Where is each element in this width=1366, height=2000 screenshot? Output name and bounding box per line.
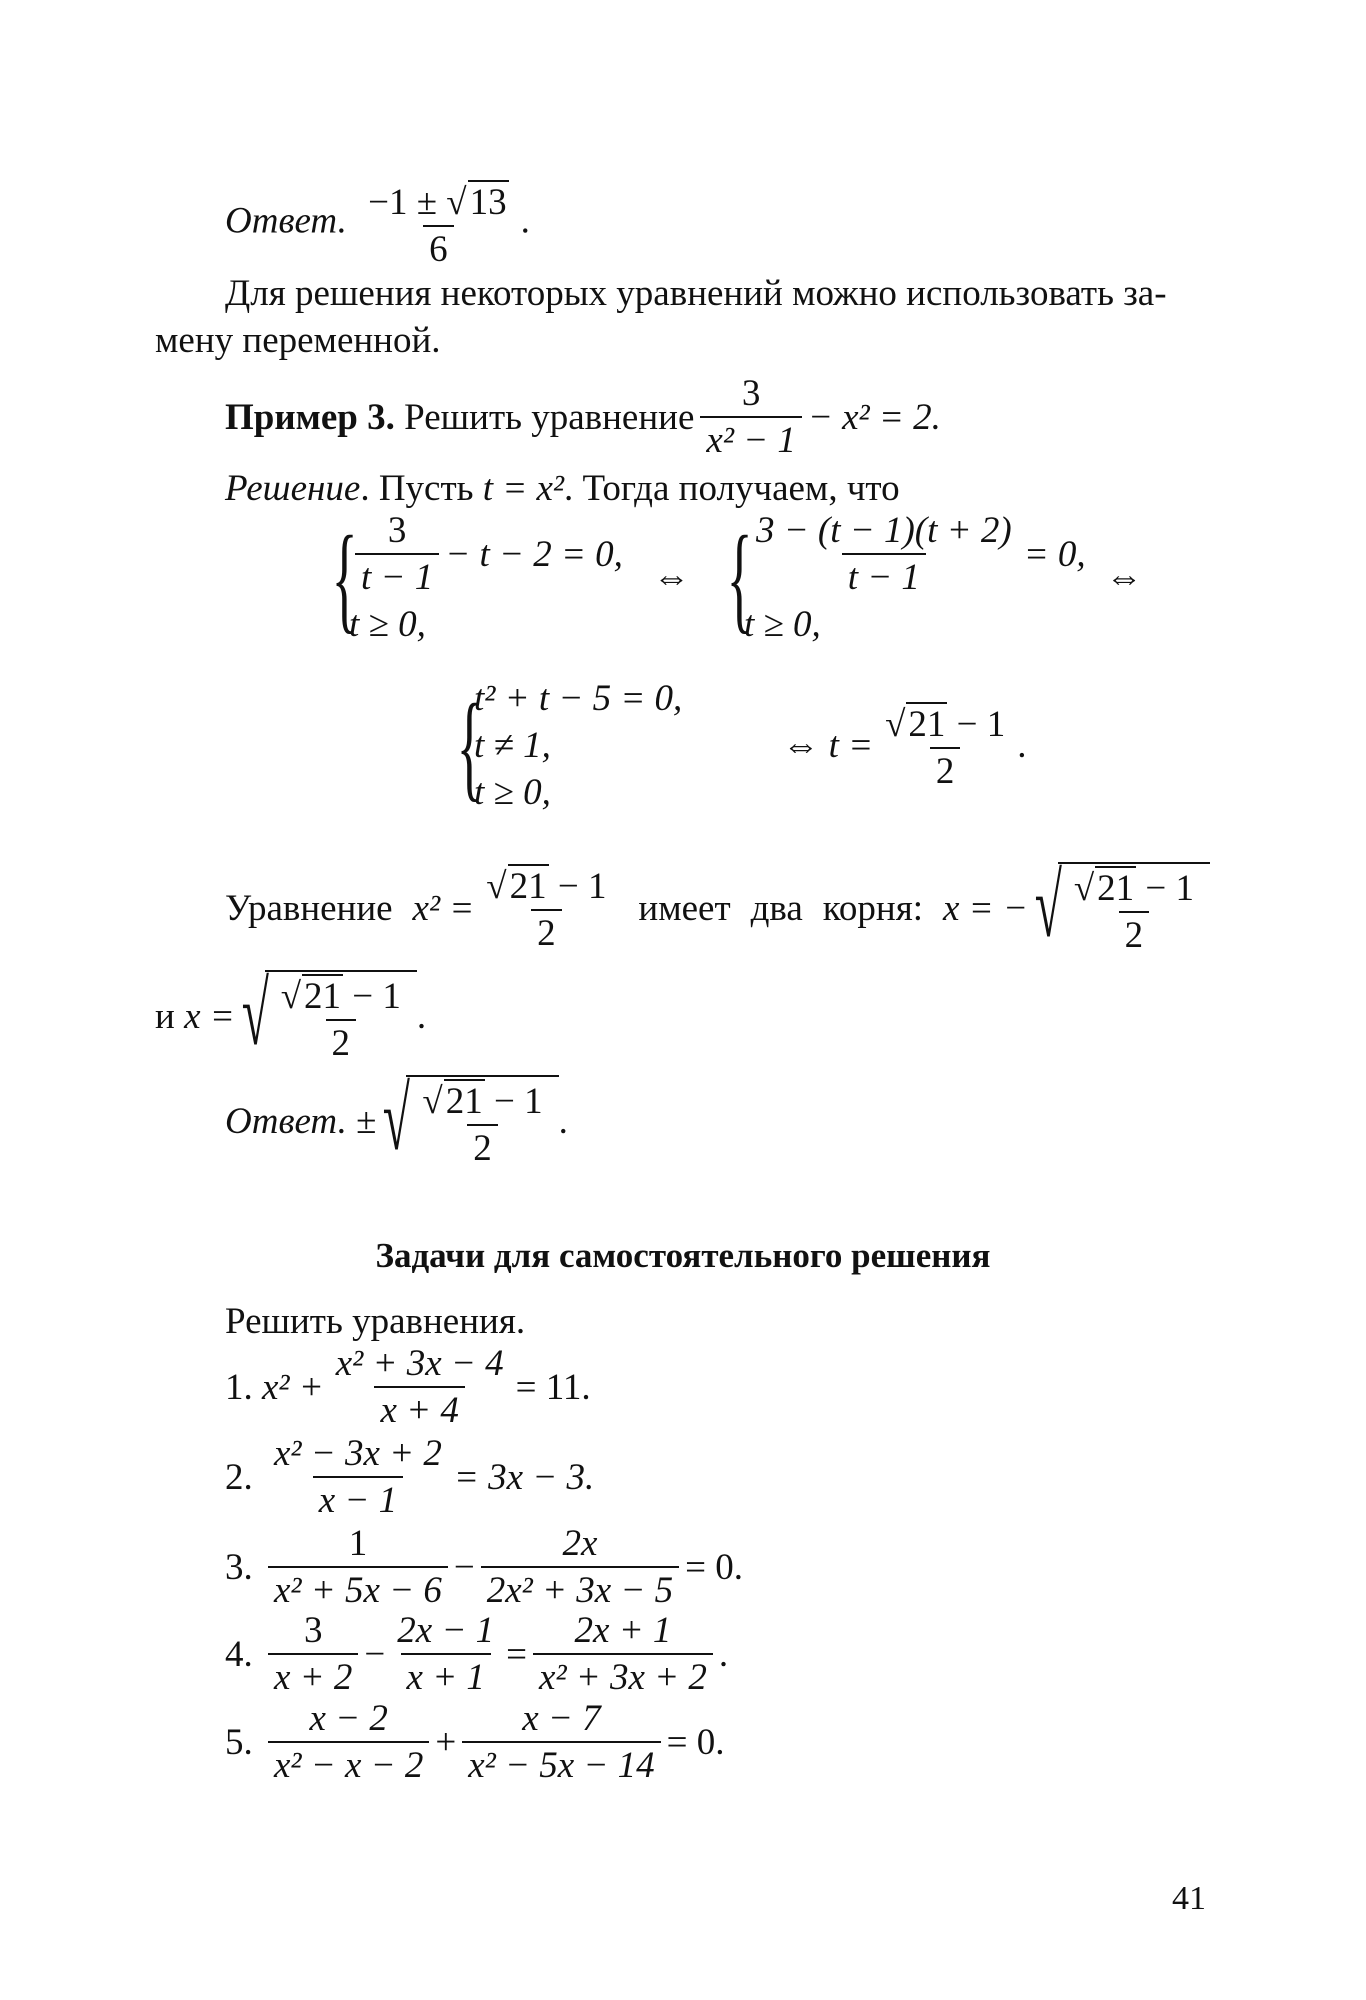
- task-num: x² + 3x − 4: [335, 1343, 504, 1384]
- root1-sqrt: √ $\frac{√21 - 1}{2}$: [1028, 862, 1210, 954]
- example-3: [225, 375, 941, 459]
- answer2-sqrt: √ $\frac{√21 - 1}{2}$: [376, 1075, 558, 1167]
- task-den-2: x² − 5x − 14: [462, 1741, 660, 1784]
- task-number: 2.: [225, 1456, 253, 1498]
- system1-frac-den: t − 1: [355, 553, 439, 596]
- root2-period: .: [416, 995, 427, 1037]
- roots-word-3: два: [750, 887, 803, 929]
- task-4: [225, 1612, 728, 1696]
- task-op: +: [435, 1721, 457, 1763]
- answer-denominator: 6: [423, 225, 454, 268]
- task-tail: = 3x − 3.: [453, 1456, 595, 1498]
- system3-result-fraction: $\frac{√21 - 1}{2}$: [885, 703, 1006, 792]
- example-text: Решить уравнение: [404, 396, 695, 438]
- root2-radicand: 21: [304, 976, 342, 1017]
- root2-num-tail: − 1: [352, 976, 401, 1017]
- task-tail: = 0.: [685, 1546, 743, 1588]
- example-label: Пример 3.: [225, 396, 395, 438]
- answer2-den: 2: [467, 1124, 498, 1167]
- task-num: x − 2: [309, 1698, 388, 1739]
- task-num-2: 2x − 1: [397, 1610, 495, 1651]
- task-5: [225, 1700, 725, 1784]
- task-den-2: x + 1: [401, 1653, 491, 1696]
- task-den: x² − x − 2: [268, 1741, 429, 1784]
- solution-text-b: . Тогда получаем, что: [564, 468, 900, 509]
- roots-line: Уравнение x² = $\frac{√21 - 1}{2}$ имеет два корня: x = − √ $\frac{√21 - 1}{2}$: [225, 862, 1210, 954]
- tasks-intro: Решить уравнения.: [225, 1301, 526, 1342]
- root1-radicand: 21: [1097, 868, 1135, 909]
- answer-2: [225, 1070, 568, 1169]
- system1-line2: t ≥ 0,: [349, 604, 426, 645]
- task-den: x − 1: [313, 1476, 403, 1519]
- roots-lhs: x² =: [412, 887, 475, 929]
- system3-line2: t ≠ 1,: [474, 725, 551, 766]
- page-number: 41: [1172, 1880, 1206, 1917]
- result-period: .: [1017, 725, 1027, 766]
- root1-den: 2: [1119, 911, 1150, 954]
- system3-line1: t² + t − 5 = 0,: [474, 678, 683, 719]
- answer-numerator-part: −1 ±: [368, 182, 438, 223]
- answer-radicand: 13: [469, 182, 507, 223]
- roots-num-tail: − 1: [557, 866, 607, 907]
- task-num-2: 2x: [562, 1523, 598, 1564]
- equivalence-icon: ⇔: [1105, 557, 1143, 598]
- solution-text-a: . Пусть: [360, 468, 474, 509]
- left-brace-icon: {: [726, 510, 753, 644]
- task-num-3: 2x + 1: [574, 1610, 672, 1651]
- task-tail: .: [718, 1633, 729, 1675]
- system1-frac-num: 3: [387, 510, 407, 551]
- system3-result-lhs: ⇔ t =: [782, 725, 874, 766]
- task-lead: x² +: [262, 1366, 324, 1408]
- task-op: −: [453, 1546, 475, 1588]
- system2-line1: = 0,: [1023, 533, 1086, 575]
- root2-sqrt: √ $\frac{√21 - 1}{2}$: [235, 970, 417, 1062]
- roots-radicand: 21: [509, 866, 547, 907]
- root2-line: [155, 965, 427, 1064]
- sqrt-icon: √: [241, 965, 269, 1064]
- root1-lhs: x = −: [942, 887, 1028, 929]
- substitution: t = x²: [482, 468, 565, 509]
- task-den: x + 4: [374, 1386, 464, 1429]
- task-den-2: 2x² + 3x − 5: [481, 1566, 679, 1609]
- section-title: Задачи для самостоятельного решения: [375, 1236, 991, 1275]
- intro-line-1: Для решения некоторых уравнений можно использовать за-: [225, 273, 1167, 314]
- solution-label: Решение: [225, 468, 361, 509]
- task-den: x + 2: [268, 1653, 358, 1696]
- task-2: [225, 1435, 594, 1519]
- answer2-period: .: [558, 1100, 568, 1142]
- system-row-3: [450, 680, 1027, 811]
- system2-line2: t ≥ 0,: [743, 604, 821, 645]
- task-num-2: x − 7: [522, 1698, 601, 1739]
- system-row-1: [325, 512, 1143, 643]
- task-num: x² − 3x + 2: [274, 1433, 442, 1474]
- example-fraction: [700, 375, 801, 459]
- example-frac-numerator: 3: [741, 373, 761, 414]
- task-op-2: =: [506, 1633, 528, 1675]
- system-3: [450, 680, 682, 811]
- system-2: [720, 512, 1086, 643]
- task-number: 3.: [225, 1546, 253, 1588]
- system3-line3: t ≥ 0,: [474, 772, 551, 813]
- task-number: 5.: [225, 1721, 253, 1763]
- system2-frac-den: t − 1: [842, 553, 926, 596]
- example-frac-denominator: x² − 1: [700, 416, 801, 459]
- task-op: −: [364, 1633, 386, 1675]
- solution-line: [225, 470, 900, 507]
- task-num: 1: [348, 1523, 368, 1564]
- root2-den: 2: [326, 1019, 357, 1062]
- task-den: x² + 5x − 6: [268, 1566, 448, 1609]
- task-den-3: x² + 3x + 2: [533, 1653, 713, 1696]
- system1-line1: − t − 2 = 0,: [445, 533, 623, 575]
- roots-den: 2: [531, 909, 562, 952]
- answer-label: Ответ.: [225, 200, 347, 242]
- result-radicand: 21: [908, 703, 946, 745]
- system-1: [325, 512, 623, 643]
- system2-frac-num: 3 − (t − 1)(t + 2): [755, 510, 1012, 551]
- left-brace-icon: {: [456, 678, 483, 812]
- answer2-radicand: 21: [445, 1081, 483, 1122]
- equivalence-icon: ⇔: [652, 557, 690, 598]
- example-rhs: − x² = 2.: [807, 396, 941, 438]
- answer-1: [225, 180, 530, 268]
- task-tail: = 0.: [666, 1721, 725, 1763]
- roots-word-2: имеет: [638, 887, 731, 929]
- sqrt-icon: √: [383, 1070, 411, 1169]
- answer-fraction: $\frac{-1 \pm √13}{6}$: [368, 182, 507, 270]
- answer2-num-tail: − 1: [493, 1081, 543, 1122]
- answer2-pm: ±: [356, 1100, 377, 1142]
- task-3: [225, 1525, 743, 1609]
- left-brace-icon: {: [331, 510, 358, 644]
- intro-line-2: мену переменной.: [155, 320, 441, 361]
- root1-num-tail: − 1: [1145, 868, 1194, 909]
- task-tail: = 11.: [515, 1366, 591, 1408]
- roots-word-4: корня:: [822, 887, 923, 929]
- answer-period: .: [520, 200, 530, 242]
- task-num: 3: [303, 1610, 323, 1651]
- result-num-tail: − 1: [956, 703, 1006, 745]
- roots-word-1: Уравнение: [225, 887, 393, 929]
- task-number: 1.: [225, 1366, 253, 1408]
- task-number: 4.: [225, 1633, 253, 1675]
- root2-lhs: x =: [184, 995, 235, 1037]
- sqrt-icon: √: [1034, 857, 1062, 956]
- result-den: 2: [930, 747, 961, 790]
- task-1: [225, 1345, 591, 1429]
- roots-and: и: [155, 995, 175, 1037]
- answer2-label: Ответ.: [225, 1100, 347, 1142]
